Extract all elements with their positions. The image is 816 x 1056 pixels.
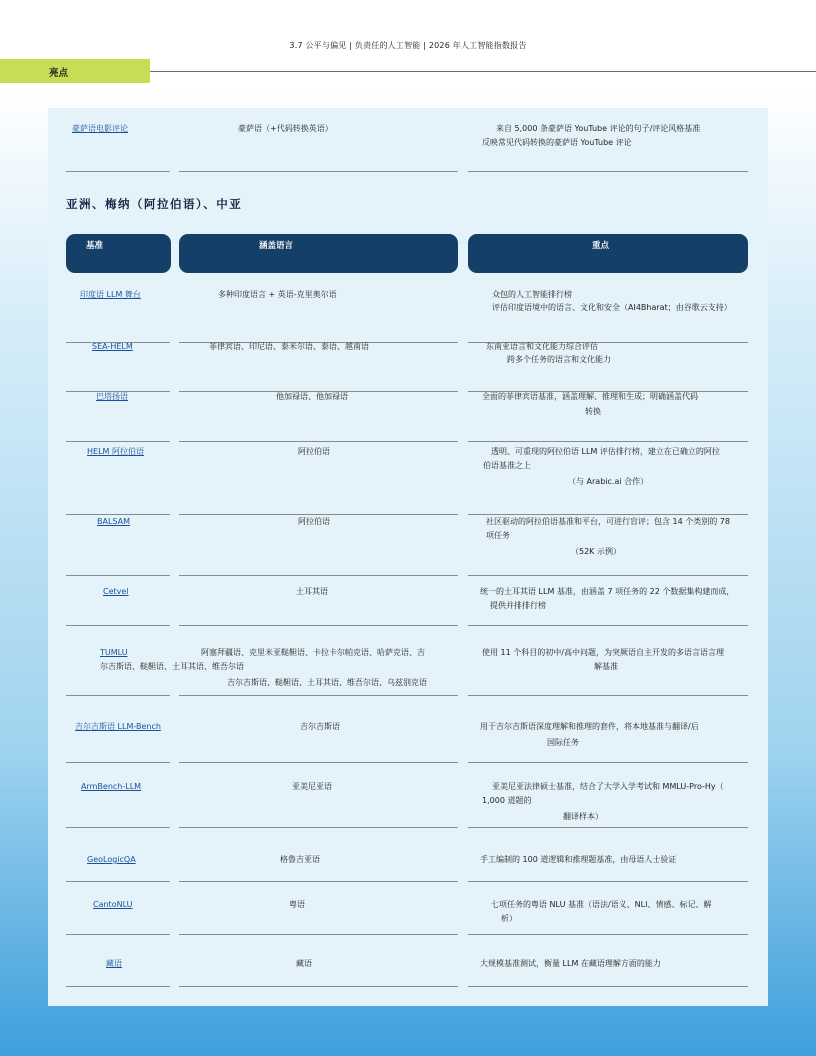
row-divider [179,625,458,626]
row-divider [179,441,458,442]
focus-cell: 析） [501,914,517,923]
focus-cell: 评估印度语境中的语言、文化和安全（AI4Bharat；由谷歌云支持） [492,303,732,312]
highlight-tag: 亮点 [0,59,150,83]
languages-cell: 豪萨语（+代码转换英语） [238,124,333,133]
row-divider [468,762,748,763]
focus-cell: 众包的人工智能排行榜 [492,290,572,299]
row-divider [468,575,748,576]
column-header-focus: 重点 [468,234,748,273]
row-divider [179,827,458,828]
benchmark-link[interactable]: CantoNLU [93,900,133,909]
focus-cell: 国际任务 [547,738,579,747]
focus-cell: 手工编制的 100 道逻辑和推理题基准，由母语人士验证 [480,855,677,864]
languages-cell: 阿塞拜疆语、克里米亚鞑靼语、卡拉卡尔帕克语、哈萨克语、吉 [201,648,425,657]
focus-cell: 项任务 [486,531,510,540]
row-divider [66,441,170,442]
row-divider [66,625,170,626]
row-divider [468,441,748,442]
benchmark-link[interactable]: GeoLogicQA [87,855,136,864]
languages-cell: 粤语 [289,900,305,909]
row-divider [179,881,458,882]
languages-cell: 阿拉伯语 [298,517,330,526]
languages-cell: 菲律宾语、印尼语、泰米尔语、泰语、越南语 [209,342,369,351]
languages-cell: 吉尔吉斯语、鞑靼语、土耳其语、维吾尔语、乌兹别克语 [227,678,427,687]
row-divider [66,934,170,935]
row-divider [179,934,458,935]
benchmark-link[interactable]: BALSAM [97,517,131,526]
row-divider [66,986,170,987]
focus-cell: 透明、可重现的阿拉伯语 LLM 评估排行榜，建立在已确立的阿拉 [491,447,720,456]
row-divider [468,934,748,935]
benchmark-link[interactable]: 巴塔扬语 [96,392,128,401]
focus-cell: 社区驱动的阿拉伯语基准和平台，可进行盲评；包含 14 个类别的 78 [486,517,730,526]
languages-cell: 吉尔吉斯语 [300,722,340,731]
benchmark-link[interactable]: Cetvel [103,587,129,596]
focus-cell: 全面的菲律宾语基准，涵盖理解、推理和生成；明确涵盖代码 [482,392,698,401]
focus-cell: 1,000 道题的 [482,796,532,805]
header-rule [150,71,816,72]
benchmark-link[interactable]: TUMLU [100,648,128,657]
section-title: 亚洲、梅纳（阿拉伯语）、中亚 [66,197,243,211]
benchmark-link[interactable]: ArmBench-LLM [81,782,142,791]
focus-cell: 反映常见代码转换的豪萨语 YouTube 评论 [482,138,632,147]
row-divider [66,827,170,828]
focus-cell: 使用 11 个科目的初中/高中问题，为突厥语自主开发的多语言语言理 [482,648,724,657]
row-divider [66,881,170,882]
row-divider [179,575,458,576]
row-divider [179,762,458,763]
row-divider [179,171,458,172]
column-header-languages: 涵盖语言 [179,234,458,273]
languages-cell: 阿拉伯语 [298,447,330,456]
languages-cell: 藏语 [296,959,312,968]
focus-cell: 伯语基准之上 [483,461,531,470]
focus-cell: 统一的土耳其语 LLM 基准，由涵盖 7 项任务的 22 个数据集构建而成， [480,587,735,596]
row-divider [468,827,748,828]
focus-cell: 大规模基准测试，衡量 LLM 在藏语理解方面的能力 [480,959,661,968]
languages-cell: 土耳其语 [296,587,328,596]
row-divider [179,695,458,696]
languages-cell: 亚美尼亚语 [292,782,332,791]
focus-cell: 翻译样本） [563,812,603,821]
focus-cell: 七项任务的粤语 NLU 基准（语法/语义、NLI、情感、标记、解 [491,900,712,909]
row-divider [468,986,748,987]
row-divider [468,171,748,172]
languages-cell: 他加禄语、他加禄语 [276,392,348,401]
page-header: 3.7 公平与偏见 | 负责任的人工智能 | 2026 年人工智能指数报告 [289,41,527,50]
column-header-benchmark: 基准 [66,234,171,273]
focus-cell: （与 Arabic.ai 合作） [568,477,649,486]
row-divider [468,695,748,696]
focus-cell: 用于吉尔吉斯语深度理解和推理的套件，将本地基准与翻译/后 [480,722,699,731]
row-divider [66,762,170,763]
focus-cell: 提供并排排行榜 [490,601,546,610]
languages-cell: 多种印度语言 + 英语-克里奥尔语 [218,290,337,299]
focus-cell: 解基准 [594,662,618,671]
row-divider [179,986,458,987]
focus-cell: 亚美尼亚法律硕士基准，结合了大学入学考试和 MMLU-Pro-Hy（ [492,782,724,791]
focus-cell: 转换 [585,407,601,416]
languages-cell: 格鲁吉亚语 [280,855,320,864]
benchmark-link[interactable]: 印度语 LLM 舞台 [80,290,141,299]
benchmark-link[interactable]: HELM 阿拉伯语 [87,447,144,456]
focus-cell: 东南亚语言和文化能力综合评估 [486,342,598,351]
focus-cell: 来自 5,000 条豪萨语 YouTube 评论的句子/评论风格基准 [496,124,701,133]
languages-cell: 尔吉斯语、鞑靼语、土耳其语、维吾尔语 [100,662,244,671]
benchmark-link[interactable]: SEA-HELM [92,342,133,351]
row-divider [468,881,748,882]
benchmark-link[interactable]: 藏语 [106,959,122,968]
row-divider [66,575,170,576]
focus-cell: 跨多个任务的语言和文化能力 [507,355,611,364]
benchmark-link[interactable]: 豪萨语电影评论 [72,124,128,133]
row-divider [66,171,170,172]
focus-cell: （52K 示例） [571,547,621,556]
benchmark-link[interactable]: 吉尔吉斯语 LLM-Bench [75,722,161,731]
row-divider [468,625,748,626]
row-divider [66,695,170,696]
